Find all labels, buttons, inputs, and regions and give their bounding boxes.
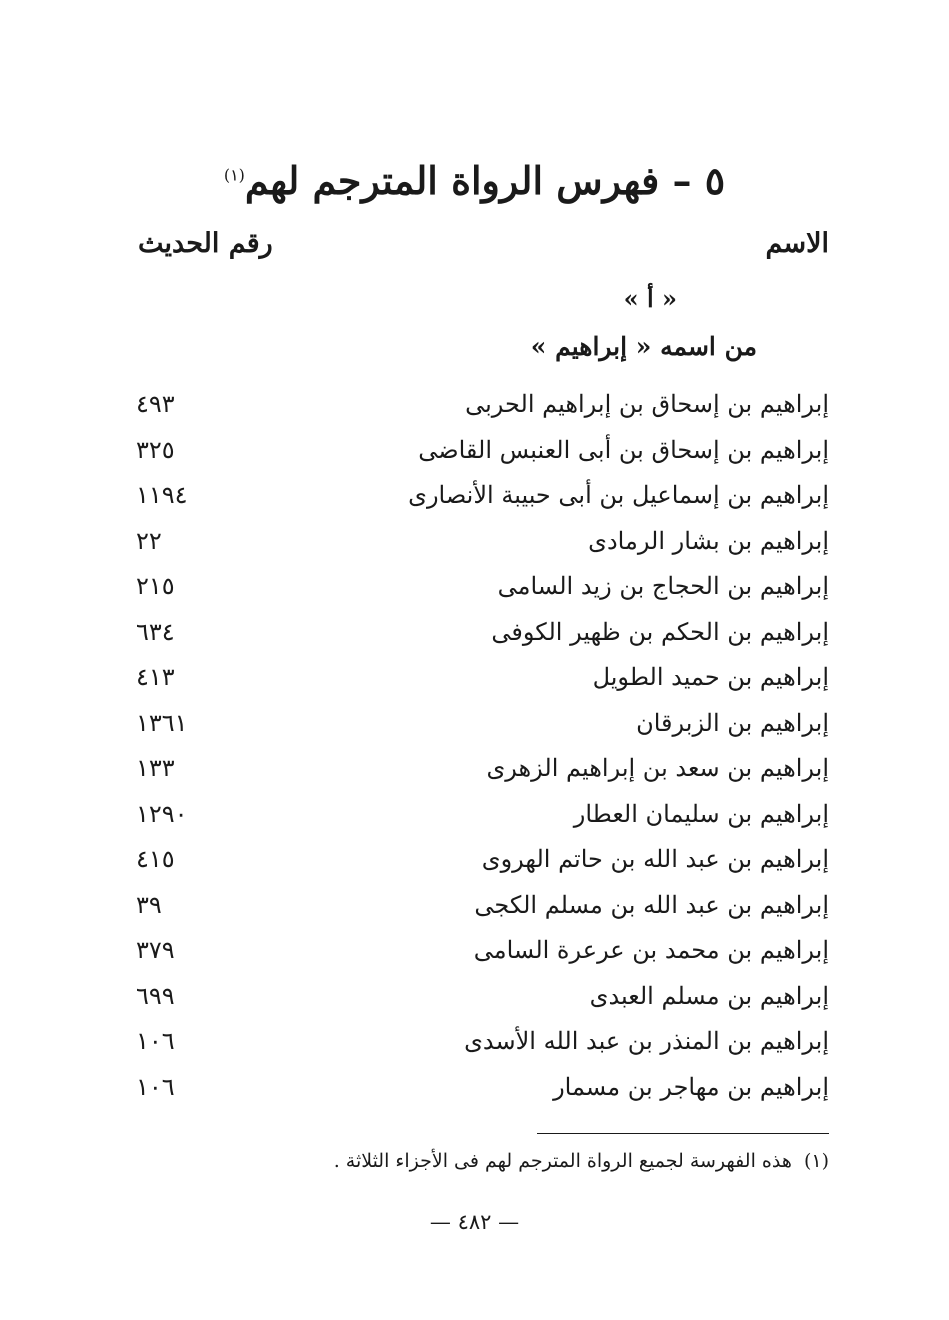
narrator-name: إبراهيم بن سليمان العطار	[573, 799, 829, 828]
hadith-number: ٢٢	[136, 526, 162, 555]
hadith-number: ٣٧٩	[136, 936, 175, 964]
narrator-name: إبراهيم بن عبد الله بن حاتم الهروى	[481, 845, 829, 873]
footnote-divider	[537, 1133, 829, 1134]
list-item	[120, 473, 829, 519]
list-item	[120, 746, 829, 792]
narrator-name: إبراهيم بن الحجاج بن زيد السامى	[497, 572, 829, 600]
hadith-number: ٣٩	[136, 890, 162, 919]
hadith-number: ٦٣٤	[136, 617, 175, 646]
narrator-name: إبراهيم بن الحكم بن ظهير الكوفى	[491, 617, 829, 646]
hadith-number: ٢١٥	[136, 572, 175, 600]
list-item	[120, 519, 829, 565]
hadith-number: ١٣٦١	[136, 708, 188, 737]
list-item	[120, 564, 829, 610]
title-text: ٥ – فهرس الرواة المترجم لهم	[244, 158, 726, 203]
narrator-name: إبراهيم بن الزبرقان	[636, 708, 829, 737]
narrator-list	[120, 382, 829, 1110]
list-item	[120, 928, 829, 974]
name-column-header: الاسم	[765, 228, 829, 259]
hadith-number: ١٠٦	[136, 1027, 175, 1055]
list-item	[120, 883, 829, 929]
hadith-number: ١٢٩٠	[136, 799, 188, 828]
hadith-number: ٣٢٥	[136, 435, 175, 464]
narrator-name: إبراهيم بن مهاجر بن مسمار	[553, 1072, 829, 1101]
number-column-header: رقم الحديث	[138, 228, 273, 259]
footnote	[334, 1150, 829, 1172]
list-item	[120, 1019, 829, 1065]
page-number: — ٤٨٢ —	[429, 1210, 520, 1234]
hadith-number: ٤٩٣	[136, 390, 175, 418]
footnote-marker: (١)	[803, 1150, 829, 1172]
narrator-name: إبراهيم بن إسماعيل بن أبى حبيبة الأنصارى	[408, 481, 829, 509]
list-item	[120, 655, 829, 701]
section-letter-heading: « أ »	[623, 284, 677, 313]
title-footnote-marker: (١)	[223, 165, 245, 185]
footnote-text: هذه الفهرسة لجميع الرواة المترجم لهم فى الأجزاء الثلاثة .	[333, 1150, 792, 1172]
hadith-number: ٤١٣	[136, 663, 175, 691]
name-group-heading: من اسمه « إبراهيم »	[530, 332, 757, 361]
narrator-name: إبراهيم بن محمد بن عرعرة السامى	[473, 936, 829, 964]
hadith-number: ١٠٦	[136, 1072, 175, 1101]
narrator-name: إبراهيم بن إسحاق بن أبى العنبس القاضى	[418, 435, 829, 464]
list-item	[120, 701, 829, 747]
narrator-name: إبراهيم بن إسحاق بن إبراهيم الحربى	[465, 390, 829, 418]
narrator-name: إبراهيم بن المنذر بن عبد الله الأسدى	[464, 1027, 829, 1055]
narrator-name: إبراهيم بن بشار الرمادى	[588, 526, 829, 555]
list-item	[120, 428, 829, 474]
list-item	[120, 610, 829, 656]
list-item	[120, 974, 829, 1020]
narrator-name: إبراهيم بن مسلم العبدى	[589, 981, 829, 1010]
page-title	[0, 158, 949, 203]
hadith-number: ١١٩٤	[136, 481, 188, 509]
hadith-number: ٦٩٩	[136, 981, 175, 1010]
hadith-number: ١٣٣	[136, 754, 175, 782]
narrator-name: إبراهيم بن حميد الطويل	[592, 663, 829, 691]
hadith-number: ٤١٥	[136, 845, 175, 873]
list-item	[120, 792, 829, 838]
list-item	[120, 1065, 829, 1111]
list-item	[120, 837, 829, 883]
narrator-name: إبراهيم بن سعد بن إبراهيم الزهرى	[486, 754, 829, 782]
narrator-name: إبراهيم بن عبد الله بن مسلم الكجى	[474, 890, 829, 919]
list-item	[120, 382, 829, 428]
